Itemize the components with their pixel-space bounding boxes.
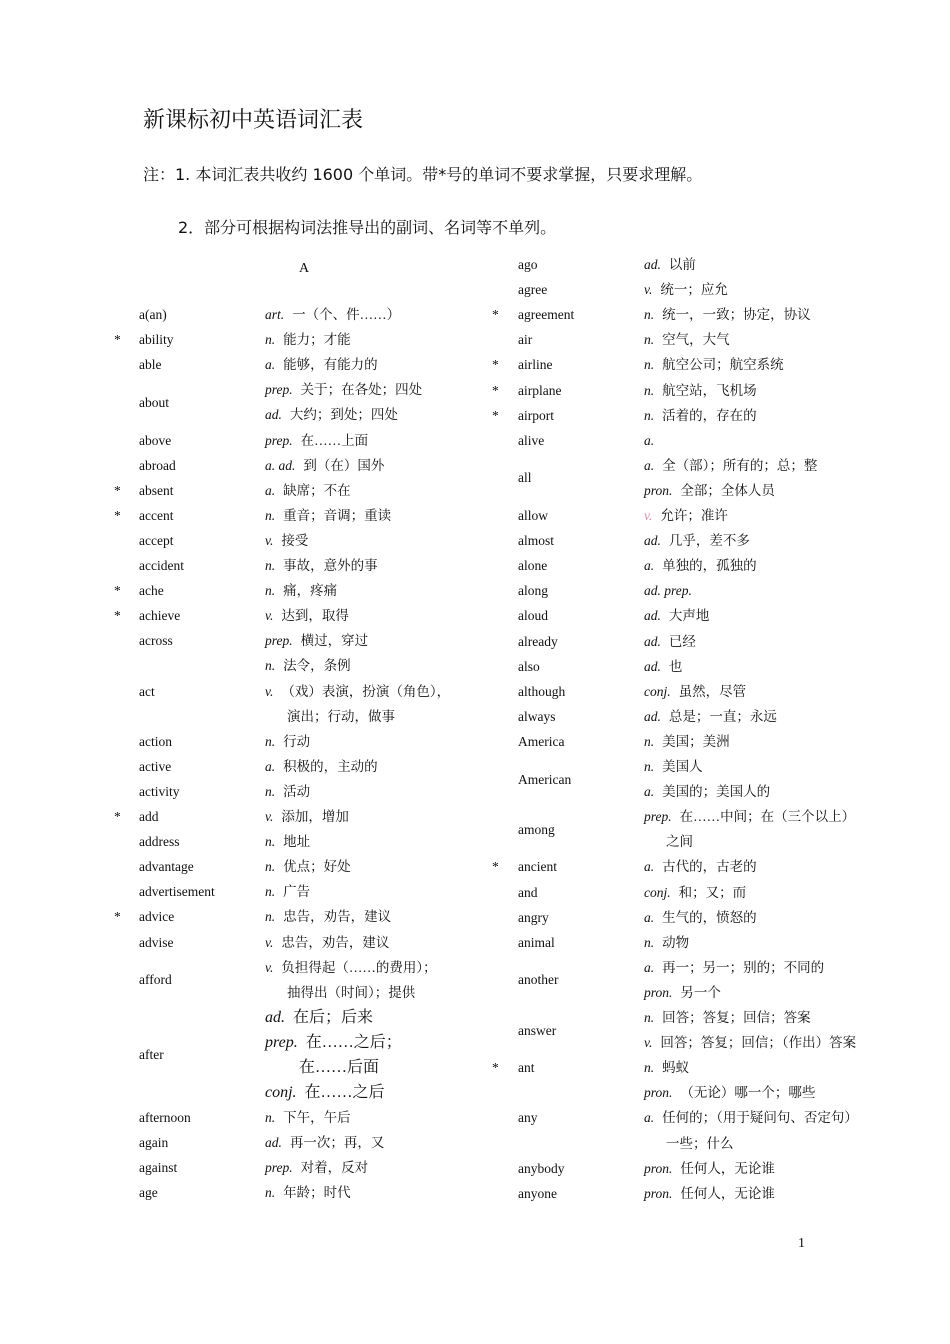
vocab-definition <box>265 930 389 955</box>
vocab-word: airplane <box>518 382 562 398</box>
vocab-definition <box>265 1005 373 1030</box>
definition-text: 忠告，劝告，建议 <box>283 909 392 925</box>
vocab-definition <box>644 930 689 955</box>
part-of-speech: n. <box>644 1060 655 1076</box>
definition-text: 之间 <box>666 834 693 850</box>
vocab-definition <box>644 378 757 403</box>
definition-text: 蚂蚁 <box>662 1060 690 1076</box>
definition-text: 生气的，愤怒的 <box>662 909 757 925</box>
definition-text: 忠告，劝告，建议 <box>281 934 390 950</box>
part-of-speech: ad. prep. <box>644 583 692 599</box>
vocab-word: accident <box>139 558 184 573</box>
definition-text: 广告 <box>283 884 311 900</box>
vocab-definition <box>644 528 750 553</box>
vocab-word: and <box>518 884 538 900</box>
vocab-definition <box>265 603 349 628</box>
part-of-speech: v. <box>265 934 274 950</box>
vocab-word: advertisement <box>139 884 215 900</box>
part-of-speech: a. <box>644 959 655 975</box>
definition-text: 以前 <box>668 257 696 272</box>
vocab-definition <box>644 578 700 603</box>
vocab-definition <box>265 402 398 427</box>
vocab-definition <box>265 1180 351 1205</box>
part-of-speech: v. <box>265 959 274 975</box>
part-of-speech: n. <box>644 733 655 749</box>
part-of-speech: prep. <box>265 1160 293 1175</box>
vocab-word: advise <box>139 934 174 950</box>
vocab-word: agreement <box>518 307 575 323</box>
part-of-speech: n. <box>265 583 276 599</box>
definition-text: 对着，反对 <box>300 1160 369 1175</box>
definition-text: 总是；一直；永远 <box>668 708 777 724</box>
definition-text: 优点；好处 <box>283 859 351 875</box>
definition-text: 也 <box>668 658 683 674</box>
part-of-speech: n. <box>265 507 276 523</box>
part-of-speech: a. <box>644 784 655 800</box>
definition-text: 下午，午后 <box>283 1109 351 1125</box>
part-of-speech: v. <box>644 508 653 523</box>
definition-text: 在……之后 <box>304 1083 385 1101</box>
vocab-definition <box>299 1055 379 1080</box>
vocab-word: again <box>139 1134 169 1150</box>
vocab-definition <box>265 754 378 779</box>
vocab-word: ability <box>139 332 174 348</box>
vocab-definition <box>265 879 310 904</box>
part-of-speech: a. <box>644 1110 655 1126</box>
vocab-definition <box>644 302 811 327</box>
vocab-word: already <box>518 633 558 649</box>
part-of-speech: ad. <box>644 257 661 272</box>
definition-text: 大约；到处；四处 <box>289 407 398 423</box>
vocab-definition <box>265 779 310 804</box>
vocab-definition <box>644 603 709 628</box>
definition-text: 航空站，飞机场 <box>662 382 757 398</box>
vocab-word: America <box>518 733 565 749</box>
vocab-word: aloud <box>518 608 548 624</box>
part-of-speech: a. <box>644 909 655 925</box>
not-required-marker: * <box>114 608 121 624</box>
part-of-speech: n. <box>265 859 276 875</box>
part-of-speech: a. <box>644 558 655 574</box>
definition-text: 添加，增加 <box>281 809 349 824</box>
vocab-definition <box>644 453 817 478</box>
definition-text: 任何的；（用于疑问句、否定句） <box>662 1110 858 1126</box>
part-of-speech: a. <box>265 482 276 498</box>
vocab-definition <box>265 578 337 603</box>
definition-text: 虽然，尽管 <box>678 683 747 699</box>
part-of-speech: prep. <box>265 633 293 649</box>
vocab-word: accent <box>139 507 174 523</box>
part-of-speech: n. <box>265 834 276 850</box>
part-of-speech: a. <box>644 457 655 473</box>
part-of-speech: n. <box>265 884 276 900</box>
vocab-definition <box>644 1080 815 1105</box>
definition-text: 在……中间；在（三个以上） <box>679 809 856 825</box>
vocab-definition <box>265 854 351 879</box>
part-of-speech: ad. <box>644 708 661 724</box>
page-title: 新课标初中英语词汇表 <box>143 108 364 133</box>
vocab-word: among <box>518 821 555 837</box>
not-required-marker: * <box>114 332 121 348</box>
definition-text: 和；又；而 <box>678 884 747 900</box>
part-of-speech: pron. <box>644 984 673 1000</box>
vocab-word: agree <box>518 282 548 298</box>
page-number: 1 <box>798 1236 805 1251</box>
definition-text: 全（部）；所有的；总；整 <box>662 457 818 473</box>
part-of-speech: ad. <box>265 407 282 423</box>
definition-text: 几乎，差不多 <box>668 533 750 549</box>
part-of-speech: prep. <box>265 382 293 398</box>
definition-text: 事故，意外的事 <box>283 558 378 573</box>
vocab-definition <box>644 704 777 729</box>
part-of-speech: n. <box>644 759 655 774</box>
vocab-definition <box>265 904 391 929</box>
part-of-speech: n. <box>265 1109 276 1125</box>
part-of-speech: n. <box>644 332 655 348</box>
vocab-definition <box>644 804 855 829</box>
vocab-word: animal <box>518 934 555 950</box>
vocab-definition <box>265 1130 384 1155</box>
vocab-word: always <box>518 708 556 724</box>
definition-text: 一些；什么 <box>666 1135 734 1151</box>
vocab-definition <box>644 654 682 679</box>
definition-text: 接受 <box>281 532 309 548</box>
vocab-word: act <box>139 683 155 699</box>
not-required-marker: * <box>114 583 121 599</box>
vocab-definition <box>644 1030 856 1055</box>
not-required-marker: * <box>114 909 121 925</box>
vocab-definition <box>644 327 730 352</box>
definition-text: 在……之后； <box>305 1033 402 1051</box>
definition-text: 一（个、件……） <box>292 307 401 322</box>
vocab-word: about <box>139 394 169 410</box>
vocab-definition <box>644 503 728 528</box>
vocab-definition <box>644 629 696 654</box>
part-of-speech: pron. <box>644 1160 673 1176</box>
vocab-definition <box>644 854 757 879</box>
part-of-speech: v. <box>644 282 653 298</box>
vocab-definition <box>265 1080 385 1105</box>
vocab-word: anyone <box>518 1185 557 1201</box>
note-2: 2．部分可根据构词法推导出的副词、名词等不单列。 <box>178 218 557 237</box>
vocab-definition <box>644 779 770 804</box>
definition-text: 空气，大气 <box>662 332 730 348</box>
vocab-definition <box>644 679 746 704</box>
vocab-definition <box>265 503 391 528</box>
vocab-word: anybody <box>518 1160 565 1176</box>
not-required-marker: * <box>114 809 121 824</box>
definition-text: 行动 <box>283 733 311 749</box>
vocab-word: absent <box>139 482 174 498</box>
vocab-definition <box>265 955 437 980</box>
part-of-speech: n. <box>265 733 276 749</box>
part-of-speech: v. <box>265 683 274 699</box>
part-of-speech: conj. <box>265 1083 297 1101</box>
definition-text: 活着的，存在的 <box>662 407 757 423</box>
definition-text: 回答；答复；回信；（作出）答案 <box>660 1035 857 1051</box>
part-of-speech: n. <box>644 382 655 398</box>
vocab-word: ago <box>518 257 538 272</box>
part-of-speech: ad. <box>644 658 661 674</box>
part-of-speech: pron. <box>644 1185 673 1201</box>
part-of-speech: n. <box>265 332 276 348</box>
definition-text: 统一，一致；协定，协议 <box>662 307 811 323</box>
part-of-speech: ad. <box>265 1008 285 1026</box>
vocab-definition <box>644 352 784 377</box>
vocab-word: ancient <box>518 859 557 875</box>
part-of-speech: prep. <box>265 432 293 448</box>
part-of-speech: n. <box>644 934 655 950</box>
part-of-speech: a. ad. <box>265 457 296 473</box>
part-of-speech: ad. <box>644 533 661 549</box>
not-required-marker: * <box>492 1060 499 1076</box>
part-of-speech: n. <box>265 558 276 573</box>
vocab-definition <box>265 1105 351 1130</box>
definition-text: 抽得出（时间）；提供 <box>287 984 416 1000</box>
not-required-marker: * <box>492 357 499 373</box>
vocab-definition <box>265 327 351 352</box>
vocab-word: airline <box>518 357 553 373</box>
part-of-speech: n. <box>265 909 276 925</box>
definition-text: 允许；准许 <box>660 508 728 523</box>
not-required-marker: * <box>492 407 499 423</box>
vocab-word: advantage <box>139 859 194 875</box>
part-of-speech: v. <box>644 1035 653 1051</box>
definition-text: 能够，有能力的 <box>283 357 378 373</box>
vocab-definition <box>265 628 368 653</box>
vocab-definition <box>265 302 400 327</box>
definition-text: 航空公司；航空系统 <box>662 357 784 373</box>
vocab-definition <box>265 528 308 553</box>
part-of-speech: a. <box>265 357 276 373</box>
vocab-word: another <box>518 972 559 988</box>
vocab-definition <box>644 1005 811 1030</box>
vocab-word: airport <box>518 407 554 423</box>
vocab-word: also <box>518 658 540 674</box>
part-of-speech: a. <box>644 432 655 448</box>
vocab-word: all <box>518 470 532 486</box>
definition-text: 在后；后来 <box>293 1008 374 1026</box>
vocab-word: accept <box>139 532 174 548</box>
part-of-speech: n. <box>644 407 655 423</box>
vocab-word: afford <box>139 972 172 988</box>
definition-text: （戏）表演，扮演（角色）， <box>281 683 451 699</box>
part-of-speech: prep. <box>265 1033 298 1051</box>
vocab-word: abroad <box>139 457 176 473</box>
vocab-definition <box>265 679 450 704</box>
vocab-definition <box>644 729 730 754</box>
part-of-speech: art. <box>265 307 285 322</box>
part-of-speech: n. <box>265 658 276 674</box>
vocab-definition <box>265 428 368 453</box>
not-required-marker: * <box>492 382 499 398</box>
definition-text: 古代的，古老的 <box>662 859 757 875</box>
vocab-word: advice <box>139 909 175 925</box>
vocab-definition <box>265 352 378 377</box>
definition-text: 痛，疼痛 <box>283 583 338 599</box>
definition-text: 到（在）国外 <box>303 457 385 473</box>
definition-text: 地址 <box>283 834 311 850</box>
not-required-marker: * <box>114 507 121 523</box>
part-of-speech: v. <box>265 608 274 624</box>
part-of-speech: ad. <box>644 633 661 649</box>
definition-text: 大声地 <box>668 608 710 624</box>
definition-text: 回答；答复；回信；答案 <box>662 1010 811 1025</box>
vocab-definition <box>265 453 384 478</box>
vocab-definition <box>644 478 775 503</box>
vocab-definition <box>287 704 395 729</box>
vocab-definition <box>666 829 693 854</box>
part-of-speech: prep. <box>644 809 672 825</box>
vocab-definition <box>644 955 824 980</box>
vocab-word: active <box>139 758 172 774</box>
part-of-speech: ad. <box>265 1134 282 1150</box>
part-of-speech: v. <box>265 809 274 824</box>
vocab-definition <box>666 1131 734 1156</box>
definition-text: 美国的；美国人的 <box>662 784 771 800</box>
vocab-definition <box>287 980 415 1005</box>
part-of-speech: v. <box>265 532 274 548</box>
vocab-definition <box>265 377 422 402</box>
vocab-definition <box>644 754 703 779</box>
vocab-definition <box>265 553 378 578</box>
definition-text: 任何人，无论谁 <box>680 1160 775 1176</box>
part-of-speech: a. <box>644 859 655 875</box>
vocab-word: angry <box>518 909 549 925</box>
vocab-word: alive <box>518 432 545 448</box>
part-of-speech: a. <box>265 758 276 774</box>
vocab-definition <box>644 1055 689 1080</box>
vocab-definition <box>265 804 349 829</box>
part-of-speech: n. <box>265 783 276 799</box>
vocab-definition <box>644 880 746 905</box>
definition-text: 再一；另一；别的；不同的 <box>662 959 825 975</box>
note-1: 注：1. 本词汇表共收约 1600 个单词。带*号的单词不要求掌握，只要求理解。 <box>143 165 703 184</box>
vocab-word: air <box>518 332 533 348</box>
definition-text: 年龄；时代 <box>283 1185 351 1201</box>
vocab-word: above <box>139 432 172 448</box>
not-required-marker: * <box>492 307 499 323</box>
vocab-definition <box>644 553 757 578</box>
part-of-speech: pron. <box>644 482 673 498</box>
vocab-definition <box>265 653 351 678</box>
vocab-definition <box>644 428 662 453</box>
vocab-definition <box>265 1030 402 1055</box>
vocab-word: across <box>139 633 173 649</box>
definition-text: 缺席；不在 <box>283 482 351 498</box>
definition-text: （无论）哪一个；哪些 <box>680 1085 816 1101</box>
vocab-word: almost <box>518 533 554 549</box>
vocab-word: a(an) <box>139 307 167 322</box>
vocab-definition <box>644 252 696 277</box>
part-of-speech: n. <box>265 1185 276 1201</box>
vocab-word: although <box>518 683 566 699</box>
vocab-word: ache <box>139 583 164 599</box>
definition-text: 法令，条例 <box>283 658 351 674</box>
vocab-word: any <box>518 1110 538 1126</box>
vocab-definition <box>644 1156 775 1181</box>
part-of-speech: conj. <box>644 683 671 699</box>
definition-text: 美国；美洲 <box>662 733 730 749</box>
definition-text: 再一次；再，又 <box>289 1134 385 1150</box>
vocab-word: allow <box>518 508 548 523</box>
vocab-word: activity <box>139 783 180 799</box>
vocab-definition <box>265 478 351 503</box>
part-of-speech: conj. <box>644 884 671 900</box>
vocab-definition <box>265 729 310 754</box>
definition-text: 演出；行动，做事 <box>287 708 395 724</box>
vocab-definition <box>644 277 728 302</box>
vocab-word: ant <box>518 1060 535 1076</box>
vocab-definition <box>644 905 757 930</box>
vocab-definition <box>644 980 721 1005</box>
vocab-word: achieve <box>139 608 181 624</box>
definition-text: 另一个 <box>680 984 721 1000</box>
definition-text: 达到，取得 <box>281 608 349 624</box>
definition-text: 全部；全体人员 <box>680 482 775 498</box>
section-letter-heading: A <box>299 261 310 276</box>
vocab-word: along <box>518 583 548 599</box>
vocab-definition <box>644 403 757 428</box>
vocab-word: against <box>139 1160 178 1175</box>
vocab-word: action <box>139 733 172 749</box>
definition-text: 在……后面 <box>299 1058 380 1076</box>
vocab-definition <box>265 1155 368 1180</box>
vocab-word: after <box>139 1047 164 1063</box>
vocab-definition <box>644 1181 775 1206</box>
vocab-word: address <box>139 834 180 850</box>
vocab-word: alone <box>518 558 548 574</box>
definition-text: 在……上面 <box>300 432 369 448</box>
not-required-marker: * <box>492 859 499 875</box>
definition-text: 横过，穿过 <box>300 633 369 649</box>
definition-text: 美国人 <box>662 759 703 774</box>
vocab-word: add <box>139 809 159 824</box>
part-of-speech: pron. <box>644 1085 673 1101</box>
definition-text: 单独的，孤独的 <box>662 558 757 574</box>
part-of-speech: ad. <box>644 608 661 624</box>
part-of-speech: n. <box>644 357 655 373</box>
definition-text: 活动 <box>283 783 311 799</box>
vocab-word: answer <box>518 1022 557 1038</box>
vocab-word: able <box>139 357 162 373</box>
part-of-speech: n. <box>644 1010 655 1025</box>
vocab-definition <box>265 829 310 854</box>
definition-text: 能力；才能 <box>283 332 351 348</box>
definition-text: 任何人，无论谁 <box>680 1185 775 1201</box>
vocab-word: American <box>518 771 572 787</box>
vocab-definition <box>644 1105 858 1130</box>
definition-text: 重音；音调；重读 <box>283 507 392 523</box>
vocab-word: afternoon <box>139 1109 191 1125</box>
definition-text: 负担得起（……的费用）； <box>281 959 437 975</box>
definition-text: 统一；应允 <box>660 282 728 298</box>
definition-text: 动物 <box>662 934 690 950</box>
definition-text: 关于；在各处；四处 <box>300 382 423 398</box>
part-of-speech: n. <box>644 307 655 323</box>
vocab-word: age <box>139 1185 158 1201</box>
not-required-marker: * <box>114 482 121 498</box>
definition-text: 积极的，主动的 <box>283 758 378 774</box>
definition-text: 已经 <box>668 633 696 649</box>
